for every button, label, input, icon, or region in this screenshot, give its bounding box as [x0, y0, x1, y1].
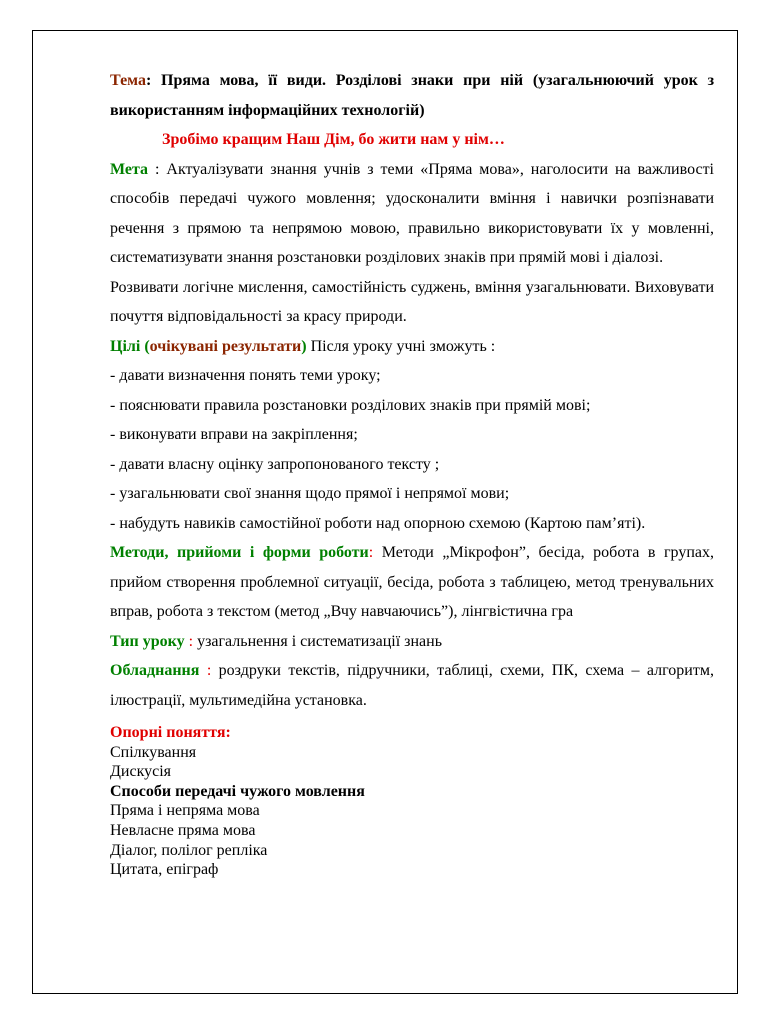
goal-label: Мета [110, 160, 149, 178]
concept-item: Пряма і непряма мова [110, 802, 260, 820]
concept-item: Спілкування [110, 743, 197, 761]
topic-paragraph: Тема: Пряма мова, її види. Розділові знаки при ній (узагальнюючий урок з використанням інформаційних технологій) [110, 72, 714, 119]
concept-item: Невласне пряма мова [110, 821, 256, 839]
lesson-type-label: Тип уроку [110, 632, 185, 650]
topic-text: Пряма мова, її види. Розділові знаки при ній (узагальнюючий урок з використанням інформаційних технологій) [110, 72, 714, 119]
key-concepts [110, 723, 714, 880]
outcome-item: - узагальнювати свої знання щодо прямої і непрямої мови; [110, 485, 510, 502]
outcome-item: - давати власну оцінку запропонованого тексту ; [110, 455, 440, 473]
equipment-label: Обладнання [110, 662, 200, 679]
motto: Зробімо кращим Наш Дім, бо жити нам у нім… [162, 131, 505, 148]
methods-text: Методи „Мікрофон”, бесіда, робота в групах, прийом створення проблемної ситуації, бесіда, робота з таблицею, метод тренувальних вправ, робота з текстом (метод „Вчу навчаючись”), лінгвістична гра [110, 544, 714, 620]
lesson-type-paragraph: Тип уроку : узагальнення і систематизації знань [110, 632, 442, 650]
outcome-item: - виконувати вправи на закріплення; [110, 426, 358, 443]
concept-item: Цитата, епіграф [110, 861, 219, 879]
topic-label: Тема [110, 72, 146, 89]
equipment-text: роздруки текстів, підручники, таблиці, схеми, ПК, схема – алгоритм, ілюстрації, мультимедійна установка. [110, 662, 714, 709]
concept-item: Дискусія [110, 763, 172, 781]
concept-item: Діалог, полілог репліка [110, 841, 268, 859]
outcome-item: - давати визначення понять теми уроку; [110, 367, 381, 384]
outcome-item: - пояснювати правила розстановки розділових знаків при прямій мові; [110, 396, 591, 414]
goal-text: : Актуалізувати знання учнів з теми «Пряма мова», наголосити на важливості способів передачі чужого мовлення; удосконалити вміння і навички розпізнавати речення з прямою та непрямою мовою, правильно використовувати їх у мовленні, систематизувати знання розстановки розділових знаків при прямій мові і діалозі. [110, 160, 714, 266]
methods-paragraph: Методи, прийоми і форми роботи: Методи „Мікрофон”, бесіда, робота в групах, прийом створення проблемної ситуації, бесіда, робота з таблицею, метод тренувальних вправ, робота з текстом (метод „Вчу навчаючись”), лінгвістична гра [110, 544, 714, 620]
lesson-plan [110, 66, 714, 880]
outcome-item: - набудуть навиків самостійної роботи над опорною схемою (Картою пам’яті). [110, 514, 646, 532]
outcomes-heading: Цілі (очікувані результати) Після уроку учні зможуть : [110, 337, 496, 355]
equipment-paragraph: Обладнання : роздруки текстів, підручники, таблиці, схеми, ПК, схема – алгоритм, ілюстрації, мультимедійна установка. [110, 662, 714, 709]
goal-extra: Розвивати логічне мислення, самостійність суджень, вміння узагальнювати. Виховувати почуття відповідальності за красу природи. [110, 278, 714, 325]
outcomes-label-mid: очікувані результати [149, 337, 302, 355]
concept-item: Способи передачі чужого мовлення [110, 782, 365, 800]
lesson-type-text: узагальнення і систематизації знань [193, 632, 442, 650]
outcomes-text: Після уроку учні зможуть : [306, 337, 496, 355]
methods-label: Методи, прийоми і форми роботи [110, 544, 369, 561]
lesson-body [110, 66, 714, 715]
goal-paragraph [110, 155, 714, 273]
key-concepts-label: Опорні поняття: [110, 724, 231, 741]
